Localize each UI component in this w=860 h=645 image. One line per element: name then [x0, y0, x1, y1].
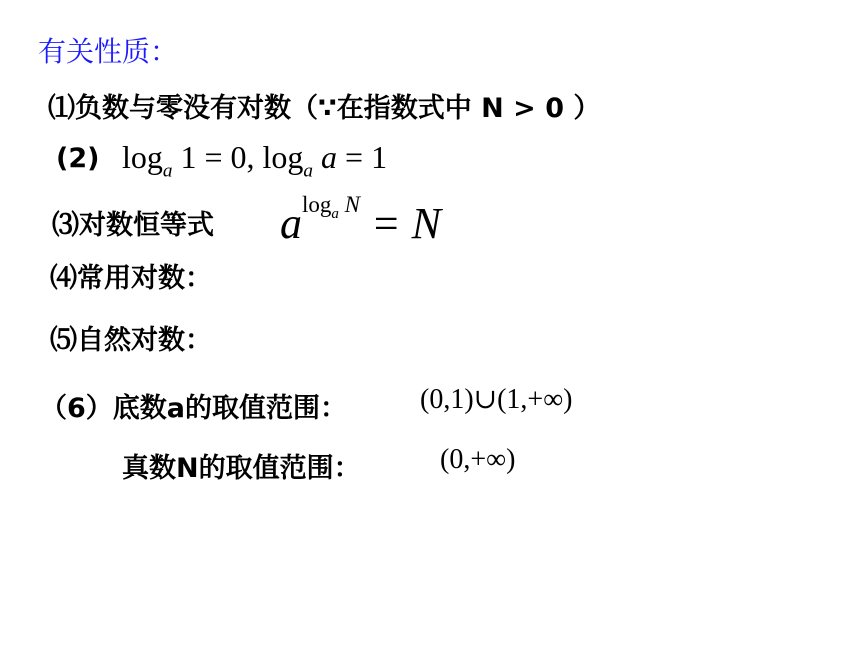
log-identity-formula — [280, 192, 441, 249]
property-5: ⑸自然对数： — [50, 325, 212, 356]
formula-part: 1 = 0, — [172, 139, 255, 175]
log-text: log — [122, 139, 163, 175]
identity-exponent — [302, 192, 360, 222]
log-base: a — [303, 160, 314, 182]
log-text: log — [302, 192, 332, 217]
property-6-label: （6）底数a的取值范围： — [40, 393, 348, 424]
property-7-label: 真数N的取值范围： — [122, 453, 361, 484]
formula-variable: a — [313, 139, 338, 175]
formula-part: = 1 — [337, 139, 388, 175]
base-range-formula: (0,1)∪(1,+∞) — [420, 384, 573, 415]
log-base: a — [331, 206, 339, 222]
property-2-label: (2) — [56, 143, 100, 174]
argument-range-formula: (0,+∞) — [440, 444, 516, 475]
section-title: 有关性质： — [38, 35, 179, 68]
property-1: ⑴负数与零没有对数（∵在指数式中 N > 0 ） — [48, 93, 601, 124]
property-2-formula — [122, 139, 387, 183]
identity-base: a — [280, 199, 302, 248]
property-4: ⑷常用对数： — [50, 263, 212, 294]
log-base: a — [162, 160, 173, 182]
property-3-label: ⑶对数恒等式 — [52, 210, 214, 241]
log-text: log — [254, 139, 304, 175]
identity-rhs: = N — [359, 199, 442, 248]
exponent-variable: N — [338, 192, 360, 217]
